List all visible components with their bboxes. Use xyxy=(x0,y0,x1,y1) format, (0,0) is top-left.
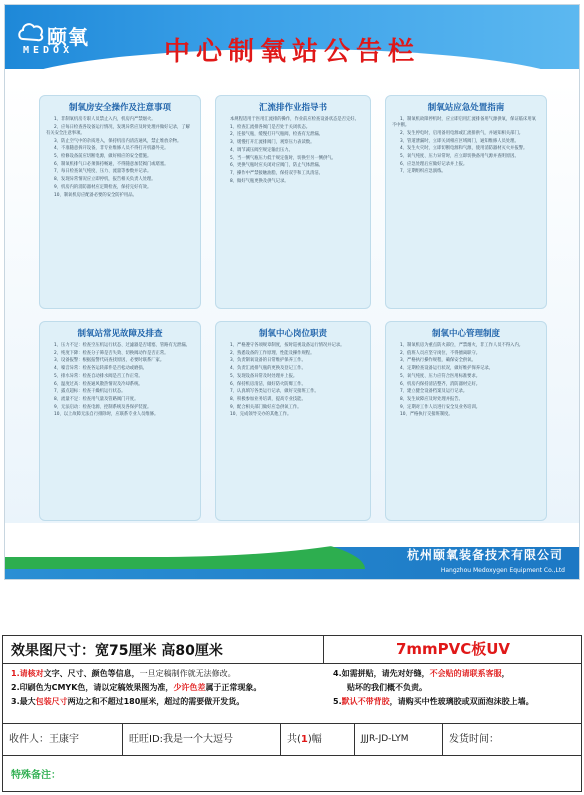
panel-line: 10、制氧机房应配备必要的安全防护用品。 xyxy=(54,192,137,198)
panel-line: 4、调节减压阀至规定输出压力。 xyxy=(230,147,293,153)
panel-line: 2、连接气瓶，缓慢打开气瓶阀，检查有无泄漏。 xyxy=(230,132,323,138)
note-3 xyxy=(11,696,244,708)
panel-line: 6、温度过高：检查通风散热情况及冷却系统。 xyxy=(54,381,143,387)
panel-line: 6、制氧机排气口必须保持畅通，不得随意加装阀门或堵塞。 xyxy=(54,161,169,167)
poster-footer xyxy=(5,523,579,579)
panels-area xyxy=(5,81,579,529)
spec-remark-row xyxy=(3,756,581,792)
panel-line: 8、积极参加业务培训，提高专业技能。 xyxy=(230,396,306,402)
panel-title: 制氧中心岗位职责 xyxy=(258,329,327,339)
panel-line: 5、发现设备异常及时处理并上报。 xyxy=(230,373,298,379)
panel-line: 4、定期检查设备运行状况，做好维护保养记录。 xyxy=(400,366,493,372)
panel-line: 4、不准随意拆开设备，非专业维修人员不得打开机器外壳。 xyxy=(54,146,169,152)
note-2-prefix: 2.印刷色为CMYK色，请以定稿效果图为准， xyxy=(11,683,174,692)
note-4-prefix: 4.如需拼贴，请先对好缝， xyxy=(333,669,430,678)
panel-title: 制氧站应急处置指南 xyxy=(427,103,505,113)
panel-line: 7、建立健全设备档案及运行记录。 xyxy=(400,389,468,395)
remark-label: 特殊备注： xyxy=(11,770,61,781)
panel-line: 8、发生故障应及时处理并报告。 xyxy=(400,396,463,402)
company-name-cn: 杭州颐氧装备技术有限公司 xyxy=(406,548,563,562)
poster-preview xyxy=(4,4,580,580)
panel-line: 6、机房内保持清洁整齐，消防器材完好。 xyxy=(400,381,481,387)
note-3-highlight: 包装尺寸 xyxy=(35,697,68,706)
panel-line: 9、无法启动：检查电源、控制系统及各保护装置。 xyxy=(54,404,152,410)
panel-line: 7、认真填写各类运行记录，做好交接班工作。 xyxy=(230,389,319,395)
logo-cn-text: 颐氧 xyxy=(47,25,89,49)
panel-line: 4、发生火灾时，立即切断电源和气源，使用消防器材灭火并报警。 xyxy=(400,146,528,152)
note-3-rest: 两边之和不超过180厘米，超过的需要做开发货。 xyxy=(67,697,245,706)
wangwang-id-cell: 旺旺ID:我是一个大逗号 xyxy=(123,724,281,755)
panel-line: 5、氧气纯度、压力应符合医用标准要求。 xyxy=(400,373,481,379)
count-cell xyxy=(281,724,355,755)
panel-line: 2、值班人员应坚守岗位，不得擅离职守。 xyxy=(400,350,481,356)
note-2-rest: 属于正常现象。 xyxy=(205,683,262,692)
panel-common-faults xyxy=(39,321,201,521)
panel-line: 10、完成领导交办的其他工作。 xyxy=(230,412,292,418)
order-code-cell: JJJR-JD-LYM xyxy=(355,724,443,755)
panel-line: 2、应每日检查各设备运行情况，发现异常应及时处理并做好记录，了解有关安全注意事项。 xyxy=(46,124,190,136)
note-5-rest: ，请购买中性玻璃胶或双面泡沫胶上墙。 xyxy=(389,697,534,706)
panel-line: 4、负责汇流排气瓶的更换及登记工作。 xyxy=(230,366,306,372)
count-value: 1 xyxy=(300,734,308,745)
note-4 xyxy=(333,668,510,680)
panel-line: 9、机房内的消防器材应定期检查，保持完好有效。 xyxy=(54,184,152,190)
panel-manifold-guide xyxy=(215,95,371,309)
panel-title: 制氧房安全操作及注意事项 xyxy=(68,103,171,113)
panel-line: 8、做好气瓶更换及供气记录。 xyxy=(230,178,289,184)
note-4-rest: ， xyxy=(501,669,510,678)
size-label: 效果图尺寸：宽75厘米 高80厘米 xyxy=(11,643,223,659)
note-1-highlight: 1.请核对 xyxy=(11,669,44,678)
note-5-highlight: 默认不带背胶 xyxy=(341,697,390,706)
panel-body xyxy=(222,117,364,185)
note-1 xyxy=(11,668,236,680)
material-label: 7mmPVC板UV xyxy=(323,636,582,663)
panel-line: 6、应急处理后应做好记录并上报。 xyxy=(400,161,468,167)
panel-line: 7、定期组织应急演练。 xyxy=(400,169,446,175)
panel-line: 8、流量不足：检查用气量及管路阀门开度。 xyxy=(54,396,139,402)
panel-line: 3、缓慢打开汇流排阀门，观察压力表读数。 xyxy=(230,140,315,146)
panel-body xyxy=(46,117,194,199)
note-3-prefix: 3.最大 xyxy=(11,697,36,706)
spec-size-row xyxy=(3,636,581,664)
panel-title: 汇流排作业指导书 xyxy=(258,103,327,113)
note-2-highlight: 少许色差 xyxy=(173,683,206,692)
panel-line: 2、熟悉设备的工作原理、性能及操作规程。 xyxy=(230,350,315,356)
note-4-highlight: 不会贴的请联系客服 xyxy=(429,669,502,678)
panel-line: 7、每日检查氧气纯度、压力、流量等参数并记录。 xyxy=(54,169,152,175)
panel-management-rules xyxy=(385,321,547,521)
panel-line: 6、更换气瓶时应关闭对应阀门，防止气体泄漏。 xyxy=(230,163,323,169)
note-1-bold: 文字、尺寸、颜色等信息， xyxy=(43,669,140,678)
panel-line: 7、露点超标：检查干燥机运行状态。 xyxy=(54,389,126,395)
note-2 xyxy=(11,682,261,694)
count-prefix: 共( xyxy=(287,734,301,745)
panel-line: 4、噪音异常：检查各运转部件是否松动或磨损。 xyxy=(54,366,147,372)
count-suffix: )幅 xyxy=(307,734,322,745)
panel-line: 3、负责制氧设备的日常维护保养工作。 xyxy=(230,358,306,364)
panel-body xyxy=(392,343,540,419)
panel-line: 3、严格执行操作规程，确保安全供氧。 xyxy=(400,358,476,364)
panel-body xyxy=(222,343,364,419)
poster-title: 中心制氧站公告栏 xyxy=(163,37,420,67)
panel-line: 1、压力不足：检查空压机运行状态、过滤器是否堵塞、管路有无泄漏。 xyxy=(54,343,190,348)
panel-line: 5、排水异常：检查自动排水阀是否工作正常。 xyxy=(54,373,143,379)
panel-line: 1、非制氧机房专职人员禁止入内，机房内严禁烟火。 xyxy=(54,117,156,122)
receiver-cell: 收件人：王康宇 xyxy=(3,724,123,755)
panel-line: 10、严格执行交接班制度。 xyxy=(400,412,453,418)
panel-line: 7、操作中严禁接触油脂，保持双手和工具清洁。 xyxy=(230,170,323,176)
panel-line: 1、制氧机房为重点防火部位，严禁烟火，非工作人员不得入内。 xyxy=(400,343,524,348)
panel-line: 3、设备报警：根据报警代码查找原因，必要时联系厂家。 xyxy=(54,358,165,364)
panel-line: 2、发生停电时，启用备用电源或汇流排供气，并通知相关部门。 xyxy=(400,130,524,136)
spec-order-row xyxy=(3,724,581,756)
note-5 xyxy=(333,696,534,708)
panel-line: 1、检查汇流排各阀门是否处于关闭状态。 xyxy=(230,124,311,130)
panel-line: 3、防止空气中的杂质进入，保持机房内清洁通风，禁止堆放杂物。 xyxy=(54,138,182,144)
panel-body xyxy=(392,117,540,176)
panel-line: 3、管道泄漏时，立即关闭相应区域阀门，通知维修人员处理。 xyxy=(400,138,519,144)
ship-time-cell: 发货时间： xyxy=(449,734,499,745)
panel-line: 2、纯度下降：检查分子筛是否失效、切换阀动作是否正常。 xyxy=(54,350,169,356)
panel-line: 8、发现异常情况应立即停机，报告相关负责人处理。 xyxy=(54,177,156,183)
panel-line: 本规程适用于医用汇流排的操作，作业前应检查设备状态是否完好。 xyxy=(230,117,359,122)
spec-notes-row xyxy=(3,664,581,724)
panel-emergency-guide xyxy=(385,95,547,309)
order-spec-sheet xyxy=(2,635,582,792)
panel-line: 5、检修设备前应切断电源，做好相应的安全措施。 xyxy=(54,154,152,160)
note-4b: 贴坏的我们概不负责。 xyxy=(347,683,427,692)
panel-line: 5、氧气纯度、压力异常时，应立即切换备用气源并查明原因。 xyxy=(400,154,519,160)
panel-line: 6、保持机房清洁，做好防火防爆工作。 xyxy=(230,381,306,387)
panel-line: 10、以上故障无法自行排除时，应联系专业人员维修。 xyxy=(54,412,159,418)
note-5-prefix: 5. xyxy=(333,697,342,706)
logo-en-text: MEDOX xyxy=(23,45,74,56)
panel-title: 制氧站常见故障及排查 xyxy=(77,329,163,339)
company-name-en: Hangzhou Medoxygen Equipment Co.,Ltd xyxy=(440,567,565,574)
panel-job-duties xyxy=(215,321,371,521)
panel-line: 9、配合相关部门做好应急供氧工作。 xyxy=(230,404,302,410)
panel-line: 9、定期对工作人员进行安全及业务培训。 xyxy=(400,404,481,410)
panel-body xyxy=(46,343,194,419)
panel-safety-operation xyxy=(39,95,201,309)
note-1-rest: 一旦定稿制作就无法修改。 xyxy=(139,669,236,678)
panel-line: 1、制氧机故障停机时，应立即启用汇流排备用气源供氧，保证临床用氧不中断。 xyxy=(392,117,536,129)
panel-title: 制氧中心管理制度 xyxy=(431,329,500,339)
panel-line: 5、当一侧气瓶压力低于规定值时，切换至另一侧供气。 xyxy=(230,155,336,161)
panel-line: 1、严格遵守各项规章制度，按时巡视设备运行情况并记录。 xyxy=(230,343,345,348)
